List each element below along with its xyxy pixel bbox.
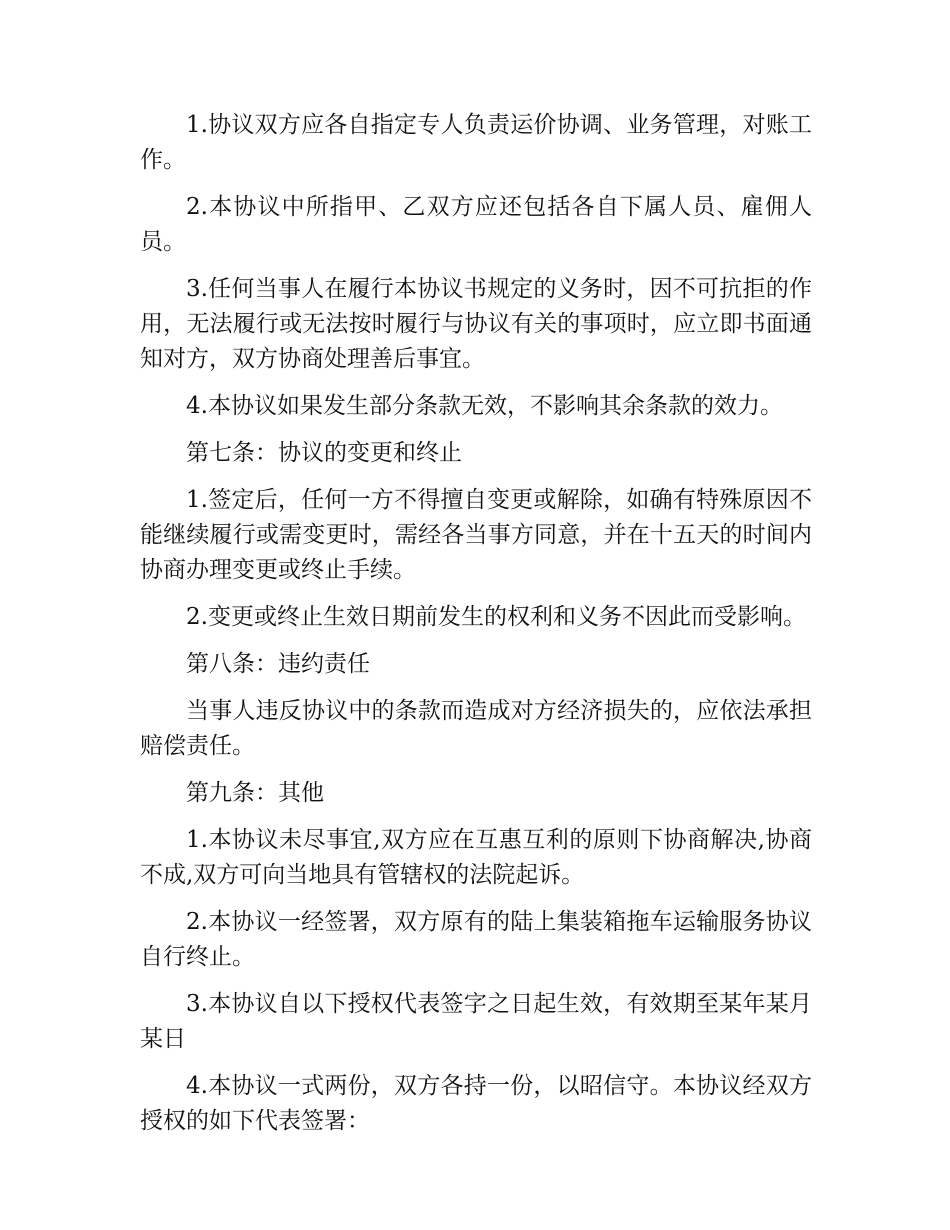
paragraph-clause-2: 2.本协议中所指甲、乙双方应还包括各自下属人员、雇佣人员。 (140, 194, 812, 255)
paragraph-clause-1: 1.协议双方应各自指定专人负责运价协调、业务管理，对账工作。 (140, 112, 812, 173)
document-body (140, 108, 812, 1151)
paragraph-article-9-item-3: 3.本协议自以下授权代表签字之日起生效，有效期至某年某月某日 (140, 991, 812, 1052)
paragraph-article-7-item-2: 2.变更或终止生效日期前发生的权利和义务不因此而受影响。 (186, 604, 806, 630)
paragraph-clause-4: 4.本协议如果发生部分条款无效，不影响其余条款的效力。 (186, 393, 783, 419)
section-heading-article-7: 第七条：协议的变更和终止 (186, 440, 462, 466)
paragraph-article-9-item-4: 4.本协议一式两份，双方各持一份，以昭信守。本协议经双方授权的如下代表签署： (140, 1073, 812, 1134)
paragraph-article-8-body: 当事人违反协议中的条款而造成对方经济损失的，应依法承担赔偿责任。 (140, 698, 812, 759)
section-heading-article-8: 第八条：违约责任 (186, 651, 370, 677)
paragraph-article-7-item-1: 1.签定后，任何一方不得擅自变更或解除，如确有特殊原因不能继续履行或需变更时，需经各当事方同意，并在十五天的时间内协商办理变更或终止手续。 (140, 487, 812, 583)
paragraph-article-9-item-1: 1.本协议未尽事宜,双方应在互惠互利的原则下协商解决,协商不成,双方可向当地具有管辖权的法院起诉。 (140, 827, 812, 888)
paragraph-clause-3: 3.任何当事人在履行本协议书规定的义务时，因不可抗拒的作用，无法履行或无法按时履行与协议有关的事项时，应立即书面通知对方，双方协商处理善后事宜。 (140, 276, 812, 372)
section-heading-article-9: 第九条：其他 (186, 780, 324, 806)
paragraph-article-9-item-2: 2.本协议一经签署，双方原有的陆上集装箱拖车运输服务协议自行终止。 (140, 909, 812, 970)
